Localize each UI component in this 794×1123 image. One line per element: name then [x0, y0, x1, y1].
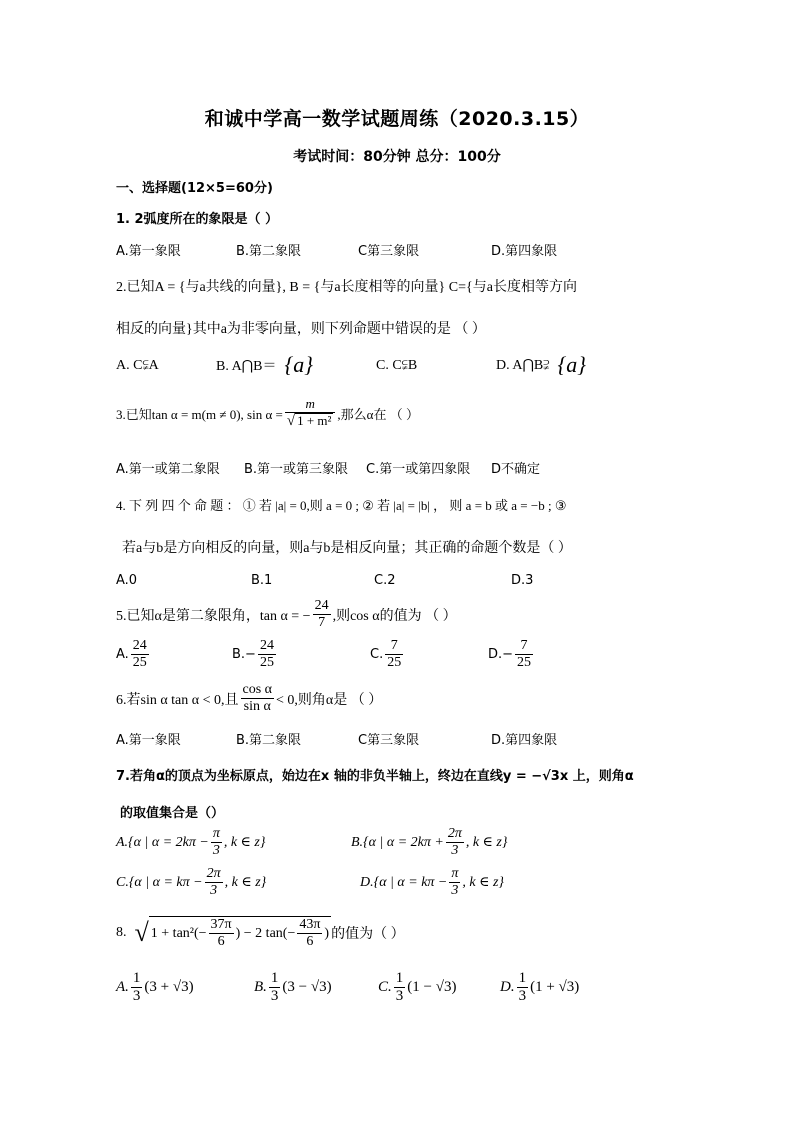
q6-fraction	[241, 682, 275, 715]
q5-option-a-num: 24	[131, 638, 149, 655]
question-1-stem: 1. 2弧度所在的象限是（ ）	[116, 212, 279, 227]
q4-option-a: A.0	[116, 573, 138, 588]
q8-option-c-den: 3	[395, 988, 404, 1005]
q3-frac-num: m	[285, 397, 336, 413]
q2-option-a-text: A. C⫋A	[116, 358, 159, 373]
q5-option-c-den: 25	[387, 655, 402, 671]
question-4-line2: 若a与b是方向相反的向量，则a与b是相反向量；其正确的命题个数是（ ）	[122, 541, 572, 556]
q5-option-d-num: 7	[515, 638, 533, 655]
question-3-stem	[116, 397, 419, 430]
q2-option-b	[216, 352, 313, 378]
q1-option-a: A.第一象限	[116, 244, 181, 259]
q8-option-c-tail: (1 − √3)	[407, 979, 457, 996]
q8-option-a-tail: (3 + √3)	[144, 979, 194, 996]
q5-option-d	[488, 638, 535, 671]
q6-frac-den: sin α	[243, 699, 271, 715]
q8-option-b-num: 1	[269, 970, 281, 988]
q6-option-c: C第三象限	[358, 733, 420, 748]
q7-option-b-post: , k ∈ z}	[465, 835, 508, 851]
q5-option-b-num: 24	[258, 638, 276, 655]
q3-frac-den: √ 1 + m²	[286, 412, 332, 429]
q8-option-a-label: A.	[116, 979, 129, 996]
q7-option-b-pre: B.{α | α = 2kπ +	[351, 834, 444, 850]
q5-option-a	[116, 638, 151, 671]
q8-option-d-tail: (1 + √3)	[530, 979, 580, 996]
q8-frac1	[209, 917, 234, 950]
q8-label: 8.	[116, 925, 127, 941]
q8-frac2	[297, 917, 322, 950]
q7-option-c	[116, 866, 266, 899]
q7-option-b-frac	[446, 826, 464, 859]
question-7-line1: 7.若角α的顶点为坐标原点，始边在x 轴的非负半轴上，终边在直线y = −√3x 上，则角α	[116, 769, 634, 784]
q5-option-c-num: 7	[385, 638, 403, 655]
q8-frac2-den: 6	[306, 934, 314, 950]
q7-option-d	[360, 866, 504, 899]
question-8-stem: 8. √ 1 + tan²(− $\frac{37\pi}{6}$ ) − 2 tan(− $\frac{43\pi}{6}$ ) 的值为（ ）	[116, 917, 405, 950]
page-title: 和诚中学高一数学试题周练（2020.3.15）	[204, 108, 590, 130]
q7-option-d-frac	[449, 866, 460, 899]
q5-option-c-frac	[385, 638, 403, 671]
q3-stem-pre: 3.已知tan α = m(m ≠ 0), sin α =	[116, 407, 283, 423]
q8-option-a-frac	[131, 970, 143, 1006]
q3-option-b: B.第一或第三象限	[244, 462, 349, 477]
q5-option-b-den: 25	[259, 655, 274, 671]
q6-option-a: A.第一象限	[116, 733, 181, 748]
q8-option-d	[500, 970, 579, 1006]
q8-option-d-frac	[517, 970, 529, 1006]
q8-option-b-frac	[269, 970, 281, 1006]
q3-frac-den-radicand: 1 + m²	[297, 412, 332, 428]
question-4-line1: 4. 下 列 四 个 命 题 ： ① 若 |a| = 0,则 a = 0 ; ② 若 |a| = |b| ， 则 a = b 或 a = −b ; ③	[116, 498, 567, 513]
q2-option-a	[116, 358, 159, 374]
q8-option-c-num: 1	[394, 970, 406, 988]
q5-option-b-frac	[258, 638, 276, 671]
q6-option-b: B.第二象限	[236, 733, 302, 748]
q5-option-a-den: 25	[132, 655, 147, 671]
section-heading: 一、选择题(12×5=60分)	[116, 181, 273, 196]
question-5-stem	[116, 598, 457, 631]
q4-option-d: D.3	[511, 573, 534, 588]
q5-option-d-label: D.−	[488, 647, 514, 663]
q3-option-d: D不确定	[491, 462, 541, 477]
q8-option-a	[116, 970, 194, 1006]
q2-option-b-text: B. A⋂B＝	[216, 359, 277, 374]
q5-option-a-frac	[131, 638, 149, 671]
q3-option-a: A.第一或第二象限	[116, 462, 220, 477]
q7-option-d-num: π	[449, 866, 460, 883]
q3-fraction	[285, 397, 336, 430]
q7-option-a-den: 3	[212, 843, 220, 859]
q5-option-d-frac	[515, 638, 533, 671]
q7-option-a-pre: A.{α | α = 2kπ −	[116, 834, 209, 850]
q8-option-b-label: B.	[254, 979, 267, 996]
q5-stem-post: ,则cos α的值为 （ ）	[332, 608, 457, 624]
q8-option-c-label: C.	[378, 979, 392, 996]
q8-option-d-den: 3	[518, 988, 527, 1005]
q1-option-b: B.第二象限	[236, 244, 302, 259]
question-2-line1: 2.已知A = {与a共线的向量}, B = {与a长度相等的向量} C={与a长度相等方向	[116, 280, 577, 295]
q5-option-d-den: 25	[517, 655, 532, 671]
q7-option-a-num: π	[211, 826, 222, 843]
q5-option-b	[232, 638, 278, 671]
q7-option-a-frac	[211, 826, 222, 859]
q2-option-b-set: {a}	[284, 352, 314, 377]
q7-option-d-post: , k ∈ z}	[462, 875, 505, 891]
q8-option-d-num: 1	[517, 970, 529, 988]
q8-frac1-den: 6	[217, 934, 225, 950]
q7-option-c-num: 2π	[205, 866, 223, 883]
q3-stem-post: ,那么α在 （ ）	[337, 407, 419, 423]
q2-option-d	[496, 352, 586, 378]
q8-option-d-label: D.	[500, 979, 515, 996]
q7-option-c-frac	[205, 866, 223, 899]
q8-option-a-num: 1	[131, 970, 143, 988]
q6-stem-pre: 6.若sin α tan α < 0,且	[116, 692, 239, 708]
q7-option-c-post: , k ∈ z}	[224, 875, 267, 891]
q6-option-d: D.第四象限	[491, 733, 558, 748]
q7-option-b-den: 3	[451, 843, 459, 859]
q7-option-c-den: 3	[210, 883, 218, 899]
q3-option-c: C.第一或第四象限	[366, 462, 471, 477]
q1-option-d: D.第四象限	[491, 244, 558, 259]
q7-option-a-post: , k ∈ z}	[223, 835, 266, 851]
q2-option-c	[376, 358, 417, 374]
q8-option-b-tail: (3 − √3)	[282, 979, 332, 996]
exam-info: 考试时间：80分钟 总分：100分	[293, 149, 501, 165]
q2-option-c-text: C. C⫋B	[376, 358, 418, 373]
q5-stem-pre: 5.已知α是第二象限角，tan α = −	[116, 608, 311, 624]
q5-frac-den: 7	[318, 615, 326, 631]
q7-option-d-pre: D.{α | α = kπ −	[360, 874, 448, 890]
q5-fraction	[313, 598, 331, 631]
q4-option-c: C.2	[374, 573, 396, 588]
q5-option-b-label: B.−	[232, 647, 256, 663]
q5-option-c	[370, 638, 405, 671]
q7-option-b-num: 2π	[446, 826, 464, 843]
q5-option-c-label: C.	[370, 647, 384, 663]
question-2-line2: 相反的向量}其中a为非零向量，则下列命题中错误的是 （ ）	[116, 322, 486, 337]
q8-option-b-den: 3	[270, 988, 279, 1005]
q8-expr-a: 1 + tan²(−	[150, 925, 207, 941]
q2-option-d-text: D. A⋂B⫌	[496, 357, 550, 373]
q1-option-c: C第三象限	[358, 244, 420, 259]
q4-option-b: B.1	[251, 573, 273, 588]
q8-radical	[149, 916, 331, 950]
question-7-line2: 的取值集合是（）	[120, 806, 225, 821]
q5-option-a-label: A.	[116, 647, 129, 663]
q8-option-a-den: 3	[132, 988, 141, 1005]
q8-option-c	[378, 970, 456, 1006]
q6-stem-post: < 0,则角α是 （ ）	[276, 692, 383, 708]
q7-option-b	[351, 826, 507, 859]
q8-frac2-num: 43π	[297, 917, 322, 934]
q7-option-d-den: 3	[451, 883, 459, 899]
q8-expr-b: ) − 2 tan(−	[235, 925, 296, 941]
q5-frac-num: 24	[313, 598, 331, 615]
question-6-stem	[116, 682, 382, 715]
q8-option-c-frac	[394, 970, 406, 1006]
q2-option-d-set: {a}	[557, 352, 587, 377]
q7-option-a	[116, 826, 265, 859]
q8-frac1-num: 37π	[209, 917, 234, 934]
q7-option-c-pre: C.{α | α = kπ −	[116, 874, 203, 890]
q6-frac-num: cos α	[241, 682, 275, 699]
q8-option-b	[254, 970, 332, 1006]
q8-expr-c: )	[324, 925, 330, 941]
q8-stem-post: 的值为（ ）	[331, 927, 405, 943]
